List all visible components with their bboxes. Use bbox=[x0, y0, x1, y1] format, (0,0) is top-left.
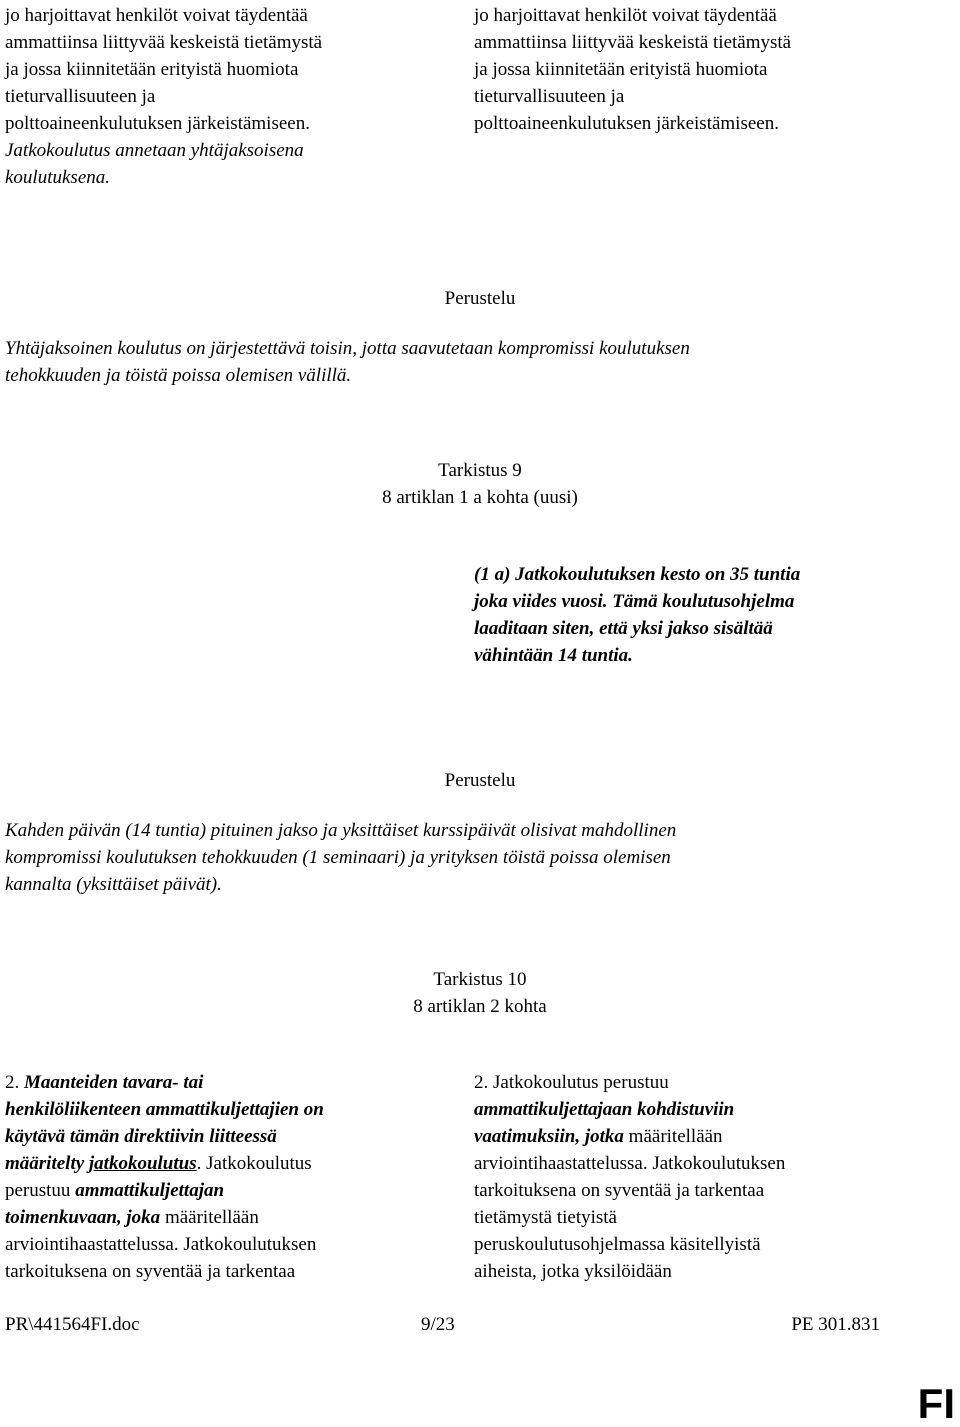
text-line: laaditaan siten, että yksi jakso sisältää bbox=[474, 618, 773, 639]
text-line: jo harjoittavat henkilöt voivat täydentää bbox=[474, 5, 777, 26]
text-line: polttoaineenkulutuksen järkeistämiseen. bbox=[5, 113, 310, 134]
text-line: tieturvallisuuteen ja bbox=[474, 86, 625, 107]
text-line-italic: koulutuksena. bbox=[5, 167, 111, 188]
text-line: ammattiinsa liittyvää keskeistä tietämystä bbox=[5, 32, 323, 53]
text-line: kompromissi koulutuksen tehokkuuden (1 seminaari) ja yrityksen töistä poissa olemisen bbox=[5, 847, 671, 868]
amendment-title: Tarkistus 10 bbox=[433, 969, 527, 990]
justification-text bbox=[5, 335, 905, 389]
amendment-right-column bbox=[474, 1069, 894, 1285]
text-line: 2. Maanteiden tavara- tai bbox=[5, 1072, 204, 1093]
amendment-left-column bbox=[5, 1069, 405, 1285]
text-line: määritelty jatkokoulutus. Jatkokoulutus bbox=[5, 1153, 312, 1174]
text-line: henkilöliikenteen ammattikuljettajien on bbox=[5, 1099, 324, 1120]
text-line: käytävä tämän direktiivin liitteessä bbox=[5, 1126, 277, 1147]
page-footer bbox=[5, 1311, 880, 1338]
text-line: tehokkuuden ja töistä poissa olemisen välillä. bbox=[5, 365, 352, 386]
justification-heading: Perustelu bbox=[444, 288, 516, 309]
justification-heading: Perustelu bbox=[444, 770, 516, 791]
text-line: aiheista, jotka yksilöidään bbox=[474, 1261, 672, 1282]
text-line: ja jossa kiinnitetään erityistä huomiota bbox=[5, 59, 299, 80]
text-line: ja jossa kiinnitetään erityistä huomiota bbox=[474, 59, 768, 80]
text-line: (1 a) Jatkokoulutuksen kesto on 35 tuntia bbox=[474, 564, 801, 585]
text-line: tietämystä tietyistä bbox=[474, 1207, 617, 1228]
text-line: 2. Jatkokoulutus perustuu bbox=[474, 1072, 669, 1093]
top-right-column bbox=[474, 2, 894, 137]
text-line: kannalta (yksittäiset päivät). bbox=[5, 874, 222, 895]
justification-text bbox=[5, 817, 905, 898]
text-line: Kahden päivän (14 tuntia) pituinen jakso ja yksittäiset kurssipäivät olisivat mahdollinen bbox=[5, 820, 677, 841]
text-line: tarkoituksena on syventää ja tarkentaa bbox=[474, 1180, 765, 1201]
amendment-title: Tarkistus 9 bbox=[438, 460, 522, 481]
amendment-right-column bbox=[474, 561, 894, 669]
text-line: joka viides vuosi. Tämä koulutusohjelma bbox=[474, 591, 795, 612]
text-line: tieturvallisuuteen ja bbox=[5, 86, 156, 107]
text-line: jo harjoittavat henkilöt voivat täydentää bbox=[5, 5, 308, 26]
text-line: arviointihaastattelussa. Jatkokoulutuksen bbox=[5, 1234, 317, 1255]
amendment-article: 8 artiklan 1 a kohta (uusi) bbox=[382, 487, 578, 508]
footer-reference: PE 301.831 bbox=[791, 1314, 880, 1335]
text-line: vähintään 14 tuntia. bbox=[474, 645, 633, 666]
top-left-column bbox=[5, 2, 405, 191]
text-line: ammattiinsa liittyvää keskeistä tietämystä bbox=[474, 32, 792, 53]
text-line: arviointihaastattelussa. Jatkokoulutuksen bbox=[474, 1153, 786, 1174]
text-line: vaatimuksiin, jotka määritellään bbox=[474, 1126, 723, 1147]
text-line: tarkoituksena on syventää ja tarkentaa bbox=[5, 1261, 296, 1282]
text-line: toimenkuvaan, joka määritellään bbox=[5, 1207, 259, 1228]
footer-page-number: 9/23 bbox=[421, 1314, 455, 1335]
text-line: Yhtäjaksoinen koulutus on järjestettävä toisin, jotta saavutetaan kompromissi koulutuksen bbox=[5, 338, 690, 359]
language-code: FI bbox=[917, 1380, 955, 1427]
text-line: peruskoulutusohjelmassa käsitellyistä bbox=[474, 1234, 761, 1255]
text-line: polttoaineenkulutuksen järkeistämiseen. bbox=[474, 113, 779, 134]
text-line: ammattikuljettajaan kohdistuviin bbox=[474, 1099, 735, 1120]
text-line: perustuu ammattikuljettajan bbox=[5, 1180, 225, 1201]
text-line-italic: Jatkokoulutus annetaan yhtäjaksoisena bbox=[5, 140, 304, 161]
amendment-article: 8 artiklan 2 kohta bbox=[413, 996, 547, 1017]
footer-doc-name: PR\441564FI.doc bbox=[5, 1314, 140, 1335]
